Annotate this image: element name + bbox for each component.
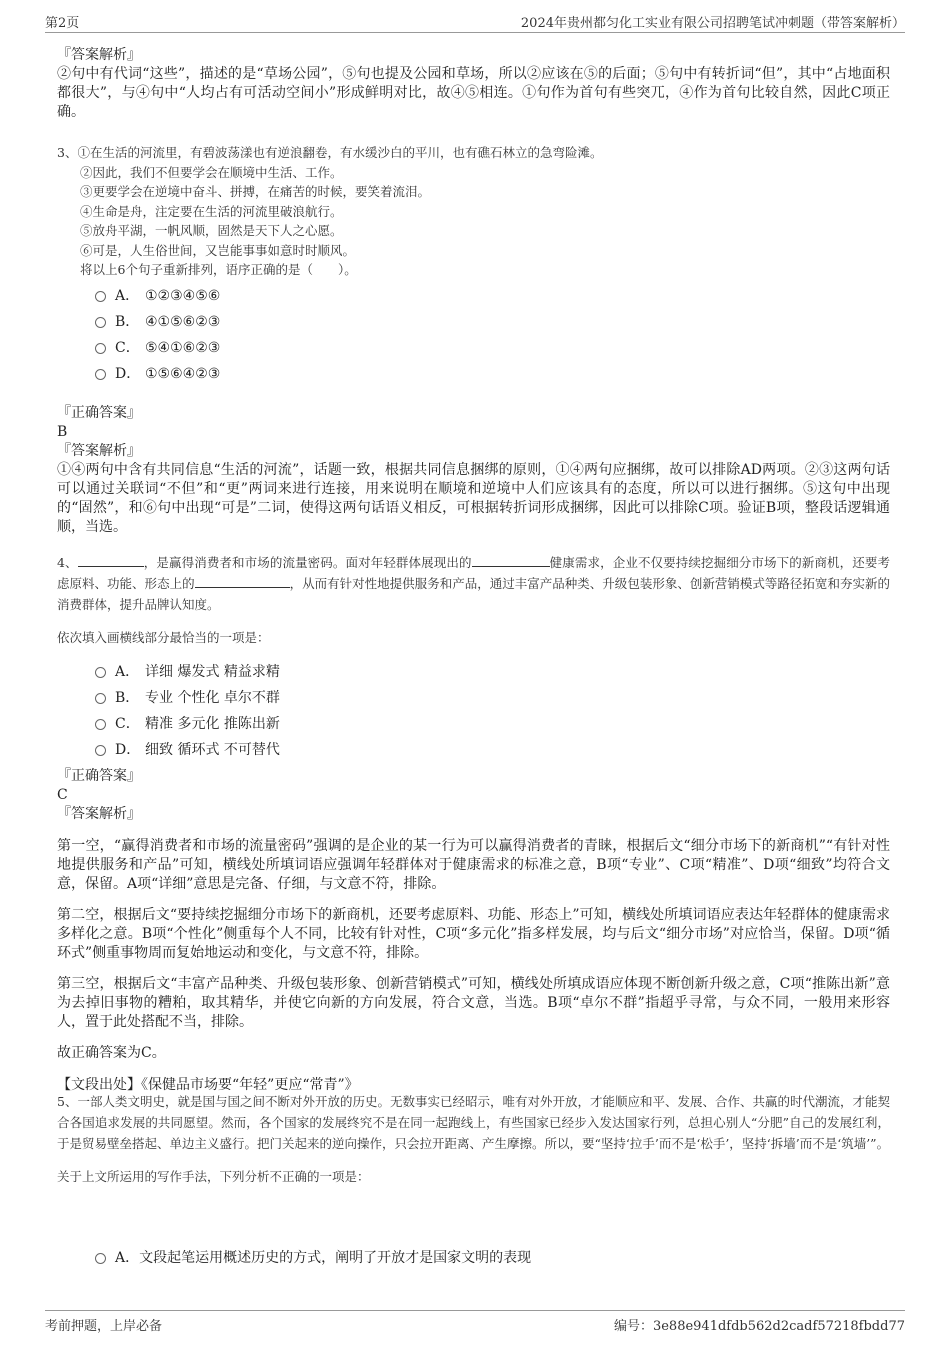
answer-label: 『正确答案』 — [57, 768, 141, 784]
answer-value: C — [57, 787, 68, 803]
page-footer — [45, 1310, 905, 1333]
option-d[interactable]: D． ①⑤⑥④②③ — [95, 361, 220, 387]
question-prompt: 关于上文所运用的写作手法，下列分析不正确的一项是： — [57, 1169, 370, 1184]
option-b[interactable]: B． 专业 个性化 卓尔不群 — [95, 685, 280, 711]
answer-value: B — [57, 424, 68, 440]
option-c[interactable]: C． ⑤④①⑥②③ — [95, 335, 220, 361]
prev-analysis — [57, 46, 890, 122]
sentence-line: ③更要学会在逆境中奋斗、拼搏，在痛苦的时候，要笑着流泪。 — [80, 184, 431, 199]
blank-3 — [195, 575, 290, 588]
option-b[interactable]: B． ④①⑤⑥②③ — [95, 309, 220, 335]
option-a[interactable]: A． ①②③④⑤⑥ — [95, 283, 220, 309]
analysis-paragraph: 第一空，“赢得消费者和市场的流量密码”强调的是企业的某一行为可以赢得消费者的青睐，根据后文“细分市场下的新商机”“有针对性地提供服务和产品”可知，横线处所填词语应强调年轻群体对于健康需求的标准之意，B项“专业”、C项“精准”、D项“细致”均符合文意，保留。A项“详细”意思是完备、仔细，与文意不符，排除。 — [57, 838, 890, 892]
question-5 — [57, 1091, 890, 1187]
analysis-conclusion: 故正确答案为C。 — [57, 1045, 166, 1061]
analysis-label: 『答案解析』 — [57, 806, 141, 822]
document-title: 2024年贵州都匀化工实业有限公司招聘笔试冲刺题（带答案解析） — [520, 16, 905, 31]
answer-label: 『正确答案』 — [57, 405, 141, 421]
option-c[interactable]: C． 精准 多元化 推陈出新 — [95, 711, 280, 737]
option-a[interactable]: A．文段起笔运用概述历史的方式，阐明了开放才是国家文明的表现 — [95, 1245, 531, 1271]
q3-options — [95, 283, 220, 387]
q3-answer — [57, 404, 890, 537]
sentence-line: ②因此，我们不但要学会在顺境中生活、工作。 — [80, 164, 343, 180]
question-stem: 5、一部人类文明史，就是国与国之间不断对外开放的历史。无数事实已经昭示，唯有对外开放，才能顺应和平、发展、合作、共赢的时代潮流，才能契合各国追求发展的共同愿望。然而，各个国家的发展终究不是在同一起跑线上，有些国家已经步入发达国家行列，总担心别人“分肥”自己的发展红利，于是贸易壁垒搭起、单边主义盛行。把门关起来的逆向操作，只会拉开距离、产生摩擦。所以，要“坚持‘拉手’而不是‘松手’，坚持‘拆墙’而不是‘筑墙’”。 — [57, 1094, 890, 1151]
question-4 — [57, 552, 890, 648]
blank-1 — [78, 554, 144, 567]
option-a[interactable]: A． 详细 爆发式 精益求精 — [95, 659, 280, 685]
radio-icon[interactable] — [95, 745, 106, 756]
question-prompt: 将以上6个句子重新排列，语序正确的是（ ）。 — [80, 262, 357, 277]
radio-icon[interactable] — [95, 343, 106, 354]
blank-2 — [472, 554, 550, 567]
document-code: 编号：3e88e941dfdb562d2cadf57218fbdd77 — [613, 1319, 905, 1334]
analysis-label: 『答案解析』 — [57, 443, 141, 459]
sentence-line: ⑤放舟平湖，一帆风顺，固然是天下人之心愿。 — [80, 223, 343, 238]
question-3 — [57, 143, 890, 280]
q4-options — [95, 659, 280, 763]
option-d[interactable]: D． 细致 循环式 不可替代 — [95, 737, 280, 763]
page-header — [45, 10, 905, 33]
question-stem: 3、①在生活的河流里，有碧波荡漾也有逆浪翻卷，有水缓沙白的平川，也有礁石林立的急弯险滩。 — [57, 145, 603, 160]
radio-icon[interactable] — [95, 693, 106, 704]
radio-icon[interactable] — [95, 291, 106, 302]
radio-icon[interactable] — [95, 369, 106, 380]
question-prompt: 依次填入画横线部分最恰当的一项是： — [57, 630, 270, 645]
source-citation: 【文段出处】《保健品市场要“年轻”更应“常青”》 — [57, 1077, 359, 1093]
q5-options — [95, 1245, 531, 1271]
sentence-line: ⑥可是，人生俗世间，又岂能事事如意时时顺风。 — [80, 242, 356, 258]
analysis-paragraph: 第二空，根据后文“要持续挖掘细分市场下的新商机，还要考虑原料、功能、形态上”可知，横线处所填词语应表达年轻群体的健康需求多样化之意。B项“个性化”侧重每个人不同，比较有针对性，C项“多元化”指多样发展，均与后文“细分市场”对应恰当，保留。D项“循环式”侧重事物周而复始地运动和变化，与文意不符，排除。 — [57, 907, 890, 961]
footer-slogan: 考前押题，上岸必备 — [45, 1319, 163, 1334]
analysis-text: ①④两句中含有共同信息“生活的河流”，话题一致，根据共同信息捆绑的原则，①④两句应捆绑，故可以排除AD两项。②③这两句话可以通过关联词“不但”和“更”两词来进行连接，用来说明在顺境和逆境中人们应该具有的态度，所以可以进行捆绑。⑤这句中出现的“固然”，和⑥句中出现“可是”二词，使得这两句话语义相反，可根据转折词形成捆绑，因此可以排除C项。验证B项，整段话逻辑通顺，当选。 — [57, 462, 890, 535]
q4-answer — [57, 767, 890, 1095]
analysis-paragraph: 第三空，根据后文“丰富产品种类、升级包装形象、创新营销模式”可知，横线处所填成语应体现不断创新升级之意，C项“推陈出新”意为去掉旧事物的糟粕，取其精华，并使它向新的方向发展，符合文意，当选。B项“卓尔不群”指超乎寻常，与众不同，一般用来形容人，置于此处搭配不当，排除。 — [57, 976, 890, 1030]
question-number: 4、 — [57, 555, 78, 570]
radio-icon[interactable] — [95, 317, 106, 328]
page-number: 第2页 — [45, 16, 80, 31]
radio-icon[interactable] — [95, 1253, 106, 1264]
analysis-text: ②句中有代词“这些”，描述的是“草场公园”，⑤句也提及公园和草场，所以②应该在⑤的后面；⑤句中有转折词“但”，其中“占地面积都很大”，与④句中“人均占有可活动空间小”形成鲜明对比，故④⑤相连。①句作为首句有些突兀，④作为首句比较自然，因此C项正确。 — [57, 66, 890, 120]
question-stem: 4、 ，是赢得消费者和市场的流量密码。面对年轻群体展现出的 健康需求，企业不仅要持续挖掘细分市场下的新商机，还要考虑原料、功能、形态上的 ，从而有针对性地提供服务和产品，通过丰富产品种类、升级包装形象、创新营销模式等路径拓宽和夯实新的消费群体，提升品牌认知度。 — [57, 555, 890, 612]
analysis-label: 『答案解析』 — [57, 47, 141, 63]
sentence-line: ④生命是舟，注定要在生活的河流里破浪航行。 — [80, 203, 343, 219]
radio-icon[interactable] — [95, 667, 106, 678]
radio-icon[interactable] — [95, 719, 106, 730]
